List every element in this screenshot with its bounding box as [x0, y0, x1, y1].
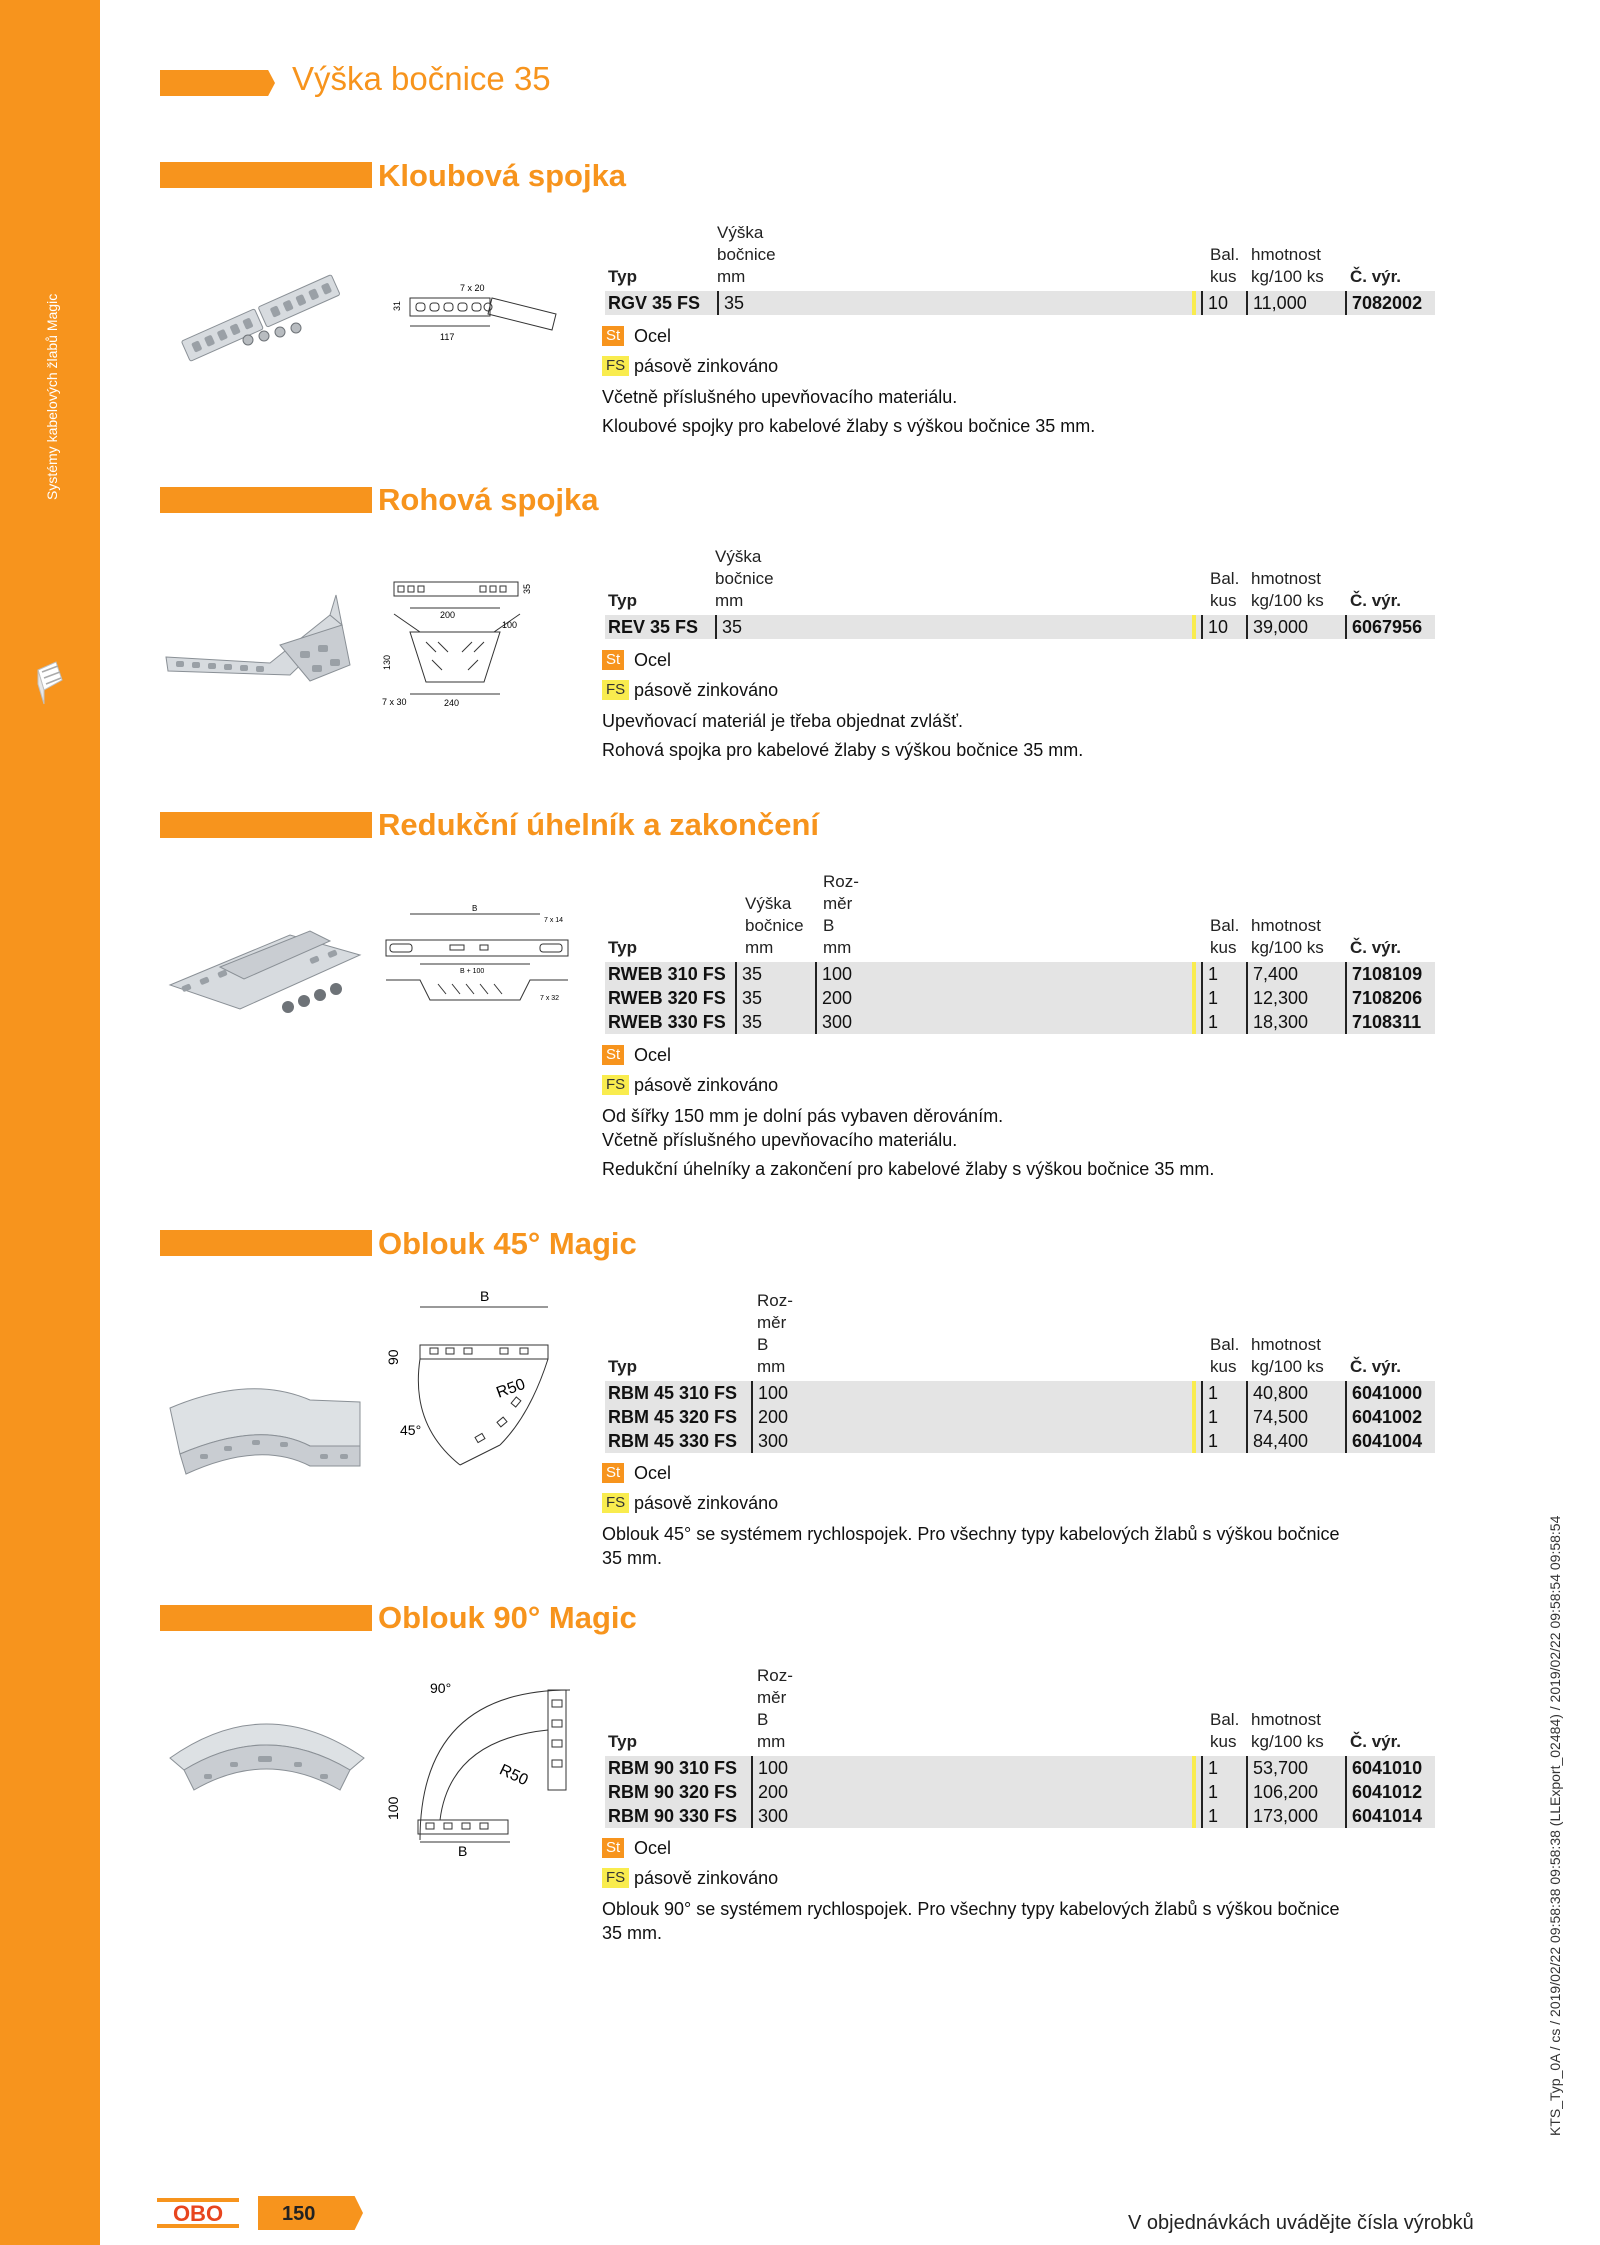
col-header: hmotnost	[1251, 1335, 1321, 1354]
highlight-marker	[1192, 1405, 1196, 1429]
product-type: RBM 45 320 FS	[608, 1407, 738, 1427]
col-header-article: Č. výr.	[1350, 938, 1402, 957]
table-row	[605, 1429, 1435, 1453]
finish-badge-fs: FS	[602, 356, 629, 376]
material-badge-st: St	[602, 326, 624, 346]
product-photo-hinge-coupler	[160, 265, 372, 375]
dimension-b: 100	[751, 1756, 788, 1780]
pack-qty: 1	[1201, 1756, 1218, 1780]
section-title: Oblouk 45° Magic	[378, 1226, 637, 1261]
pack-qty: 1	[1201, 1381, 1218, 1405]
product-photo-reducer	[160, 905, 372, 1025]
finish-badge-fs: FS	[602, 1075, 629, 1095]
finish-badge-fs: FS	[602, 1493, 629, 1513]
col-header: kg/100 ks	[1251, 938, 1324, 957]
highlight-marker	[1192, 986, 1196, 1010]
col-header-article: Č. výr.	[1350, 267, 1402, 286]
col-header-type: Typ	[608, 938, 637, 957]
col-header: měr	[823, 894, 853, 913]
col-header: bočnice	[717, 245, 776, 264]
dim-label: 240	[444, 698, 460, 708]
section-bar	[160, 1230, 372, 1256]
dim-label: 7 x 32	[540, 995, 560, 1002]
col-header-article: Č. výr.	[1350, 591, 1402, 610]
highlight-marker	[1192, 962, 1196, 986]
product-type: RBM 90 310 FS	[608, 1758, 738, 1778]
article-number: 7108311	[1345, 1010, 1421, 1034]
product-type: REV 35 FS	[608, 617, 699, 637]
article-number: 6041012	[1345, 1780, 1422, 1804]
side-height: 35	[717, 291, 744, 315]
col-header: kus	[1210, 591, 1237, 610]
material-badge-st: St	[602, 1045, 624, 1065]
table-row	[605, 291, 1435, 315]
highlight-marker	[1192, 291, 1196, 315]
note-text: Oblouk 45° se systémem rychlospojek. Pro všechny typy kabelových žlabů s výškou bočnice	[602, 1524, 1340, 1544]
product-type: RWEB 330 FS	[608, 1012, 726, 1032]
dim-label: 200	[440, 610, 456, 620]
note-text: Kloubové spojky pro kabelové žlaby s výškou bočnice 35 mm.	[602, 416, 1096, 436]
highlight-marker	[1192, 1429, 1196, 1453]
section-bar	[160, 487, 372, 513]
pack-qty: 1	[1201, 1405, 1218, 1429]
finish-label: pásově zinkováno	[634, 680, 779, 700]
col-header: mm	[745, 938, 774, 957]
section-bar	[160, 162, 372, 188]
pack-qty: 10	[1201, 615, 1228, 639]
col-header: kus	[1210, 1732, 1237, 1751]
col-header: kg/100 ks	[1251, 267, 1324, 286]
table-row	[605, 1756, 1435, 1780]
dimension-b: 200	[815, 986, 852, 1010]
dim-label: R50	[494, 1375, 528, 1402]
dim-label: 7 x 20	[460, 283, 485, 293]
pack-qty: 1	[1201, 1429, 1218, 1453]
dim-label: 100	[502, 620, 518, 630]
article-number: 7108109	[1345, 962, 1422, 986]
col-header-article: Č. výr.	[1350, 1732, 1402, 1751]
col-header-type: Typ	[608, 267, 637, 286]
weight: 39,000	[1246, 615, 1308, 639]
col-header: mm	[717, 267, 746, 286]
material-label: Ocel	[634, 1463, 672, 1483]
product-type: RWEB 320 FS	[608, 988, 726, 1008]
side-height: 35	[735, 1010, 762, 1034]
dimension-b: 300	[751, 1429, 788, 1453]
col-header-type: Typ	[608, 1357, 637, 1376]
dimension-b: 200	[751, 1780, 788, 1804]
section-title: Oblouk 90° Magic	[378, 1600, 637, 1635]
dim-label: R50	[496, 1761, 531, 1790]
note-text: 35 mm.	[602, 1923, 663, 1943]
col-header: mm	[823, 938, 852, 957]
col-header: B	[823, 916, 835, 935]
product-type: RWEB 310 FS	[608, 964, 726, 984]
dim-label: 117	[440, 332, 455, 342]
col-header: mm	[715, 591, 744, 610]
finish-label: pásově zinkováno	[634, 356, 779, 376]
finish-label: pásově zinkováno	[634, 1075, 779, 1095]
document-meta: KTS_Typ_0A / cs / 2019/02/22 09:58:38 09:58:38 (LLExport_02484) / 2019/02/22 09:58:54 09:58:54	[1547, 1515, 1563, 2136]
col-header: hmotnost	[1251, 245, 1321, 264]
col-header: Bal.	[1210, 1335, 1240, 1354]
section-title: Kloubová spojka	[378, 158, 627, 193]
col-header: Bal.	[1210, 569, 1240, 588]
svg-text:OBO: OBO	[172, 2201, 224, 2226]
drawing-reducer	[380, 900, 590, 1020]
page-title: Výška bočnice 35	[292, 60, 551, 97]
note-text: Včetně příslušného upevňovacího materiálu.	[602, 387, 958, 407]
note-text: 35 mm.	[602, 1548, 663, 1568]
dimension-b: 300	[751, 1804, 788, 1828]
drawing-hinge-coupler	[380, 280, 590, 350]
weight: 7,400	[1246, 962, 1298, 986]
col-header: Roz-	[757, 1291, 793, 1310]
col-header: kg/100 ks	[1251, 1357, 1324, 1376]
dim-label: 90°	[430, 1680, 452, 1696]
cable-tray-icon	[34, 660, 64, 706]
section-title: Rohová spojka	[378, 482, 599, 517]
finish-badge-fs: FS	[602, 680, 629, 700]
col-header: hmotnost	[1251, 1710, 1321, 1729]
highlight-marker	[1192, 1780, 1196, 1804]
product-type: RGV 35 FS	[608, 293, 701, 313]
dim-label: B	[480, 1288, 490, 1304]
product-type: RBM 45 330 FS	[608, 1431, 738, 1451]
col-header: Výška	[717, 223, 764, 242]
weight: 40,800	[1246, 1381, 1308, 1405]
weight: 53,700	[1246, 1756, 1308, 1780]
col-header: Roz-	[757, 1666, 793, 1685]
weight: 106,200	[1246, 1780, 1318, 1804]
table-row	[605, 615, 1435, 639]
drawing-bend-90	[380, 1660, 590, 1860]
pack-qty: 1	[1201, 1780, 1218, 1804]
dim-label: B	[472, 904, 478, 913]
col-header: Roz-	[823, 872, 859, 891]
page-number: 150	[282, 2203, 316, 2225]
finish-badge-fs: FS	[602, 1868, 629, 1888]
product-type: RBM 45 310 FS	[608, 1383, 738, 1403]
product-type: RBM 90 330 FS	[608, 1806, 738, 1826]
material-label: Ocel	[634, 326, 672, 346]
col-header: měr	[757, 1313, 787, 1332]
article-number: 7108206	[1345, 986, 1422, 1010]
col-header: mm	[757, 1357, 786, 1376]
col-header: hmotnost	[1251, 916, 1321, 935]
table-row	[605, 1381, 1435, 1405]
weight: 11,000	[1246, 291, 1307, 315]
highlight-marker	[1192, 1381, 1196, 1405]
table-row	[605, 962, 1435, 986]
col-header: kus	[1210, 1357, 1237, 1376]
col-header: Bal.	[1210, 245, 1240, 264]
weight: 12,300	[1246, 986, 1308, 1010]
article-number: 6041000	[1345, 1381, 1422, 1405]
note-text: Rohová spojka pro kabelové žlaby s výškou bočnice 35 mm.	[602, 740, 1084, 760]
dim-label: B + 100	[460, 968, 485, 975]
product-type: RBM 90 320 FS	[608, 1782, 738, 1802]
highlight-marker	[1192, 615, 1196, 639]
pack-qty: 10	[1201, 291, 1228, 315]
table-row	[605, 1780, 1435, 1804]
dim-label: 100	[385, 1796, 401, 1820]
dim-label: 31	[392, 300, 402, 311]
table-row	[605, 1010, 1435, 1034]
material-badge-st: St	[602, 1838, 624, 1858]
obo-logo	[157, 2196, 239, 2230]
drawing-bend-45	[380, 1285, 590, 1475]
dim-label: B	[458, 1843, 468, 1859]
dim-label: 35	[522, 583, 532, 594]
col-header: B	[757, 1335, 769, 1354]
side-height: 35	[715, 615, 742, 639]
pack-qty: 1	[1201, 1804, 1218, 1828]
dimension-b: 300	[815, 1010, 852, 1034]
pack-qty: 1	[1201, 986, 1218, 1010]
article-number: 6041014	[1345, 1804, 1422, 1828]
col-header: měr	[757, 1688, 787, 1707]
table-row	[605, 986, 1435, 1010]
pack-qty: 1	[1201, 962, 1218, 986]
section-bar	[160, 812, 372, 838]
product-photo-bend-45	[160, 1380, 372, 1490]
col-header-article: Č. výr.	[1350, 1357, 1402, 1376]
col-header: Výška	[715, 547, 762, 566]
footer-note: V objednávkách uvádějte čísla výrobků	[1128, 2212, 1474, 2234]
product-photo-corner-coupler	[160, 585, 372, 695]
section-title: Redukční úhelník a zakončení	[378, 807, 820, 842]
note-text: Redukční úhelníky a zakončení pro kabelové žlaby s výškou bočnice 35 mm.	[602, 1159, 1215, 1179]
dimension-b: 100	[815, 962, 852, 986]
col-header: Bal.	[1210, 916, 1240, 935]
col-header-type: Typ	[608, 1732, 637, 1751]
material-label: Ocel	[634, 650, 672, 670]
side-height: 35	[735, 962, 762, 986]
weight: 84,400	[1246, 1429, 1308, 1453]
highlight-marker	[1192, 1010, 1196, 1034]
material-badge-st: St	[602, 650, 624, 670]
col-header: kus	[1210, 267, 1237, 286]
highlight-marker	[1192, 1756, 1196, 1780]
col-header-type: Typ	[608, 591, 637, 610]
col-header: Bal.	[1210, 1710, 1240, 1729]
material-badge-st: St	[602, 1463, 624, 1483]
col-header: hmotnost	[1251, 569, 1321, 588]
col-header: kg/100 ks	[1251, 591, 1324, 610]
heading-arrow	[160, 70, 275, 96]
note-text: Včetně příslušného upevňovacího materiálu.	[602, 1130, 958, 1150]
dim-label: 7 x 14	[544, 917, 564, 924]
dim-label: 45°	[400, 1422, 422, 1438]
weight: 74,500	[1246, 1405, 1308, 1429]
col-header: bočnice	[715, 569, 774, 588]
note-text: Oblouk 90° se systémem rychlospojek. Pro všechny typy kabelových žlabů s výškou bočnice	[602, 1899, 1340, 1919]
table-row	[605, 1405, 1435, 1429]
col-header: mm	[757, 1732, 786, 1751]
article-number: 7082002	[1345, 291, 1422, 315]
dimension-b: 200	[751, 1405, 788, 1429]
highlight-marker	[1192, 1804, 1196, 1828]
drawing-corner-coupler	[380, 570, 590, 720]
dim-label: 130	[382, 654, 392, 670]
note-text: Od šířky 150 mm je dolní pás vybaven děrováním.	[602, 1106, 1004, 1126]
article-number: 6067956	[1345, 615, 1422, 639]
col-header: bočnice	[745, 916, 804, 935]
weight: 173,000	[1246, 1804, 1318, 1828]
col-header: kus	[1210, 938, 1237, 957]
dimension-b: 100	[751, 1381, 788, 1405]
article-number: 6041010	[1345, 1756, 1422, 1780]
article-number: 6041002	[1345, 1405, 1422, 1429]
section-bar	[160, 1605, 372, 1631]
dim-label: 90	[385, 1349, 401, 1365]
finish-label: pásově zinkováno	[634, 1493, 779, 1513]
table-row	[605, 1804, 1435, 1828]
pack-qty: 1	[1201, 1010, 1218, 1034]
material-label: Ocel	[634, 1838, 672, 1858]
material-label: Ocel	[634, 1045, 672, 1065]
product-photo-bend-90	[160, 1700, 372, 1810]
article-number: 6041004	[1345, 1429, 1422, 1453]
dim-label: 7 x 30	[382, 697, 407, 707]
sidebar-label: Systémy kabelových žlabů Magic	[44, 293, 60, 500]
finish-label: pásově zinkováno	[634, 1868, 779, 1888]
side-height: 35	[735, 986, 762, 1010]
col-header: kg/100 ks	[1251, 1732, 1324, 1751]
col-header: B	[757, 1710, 769, 1729]
weight: 18,300	[1246, 1010, 1308, 1034]
note-text: Upevňovací materiál je třeba objednat zvlášť.	[602, 711, 963, 731]
col-header: Výška	[745, 894, 792, 913]
